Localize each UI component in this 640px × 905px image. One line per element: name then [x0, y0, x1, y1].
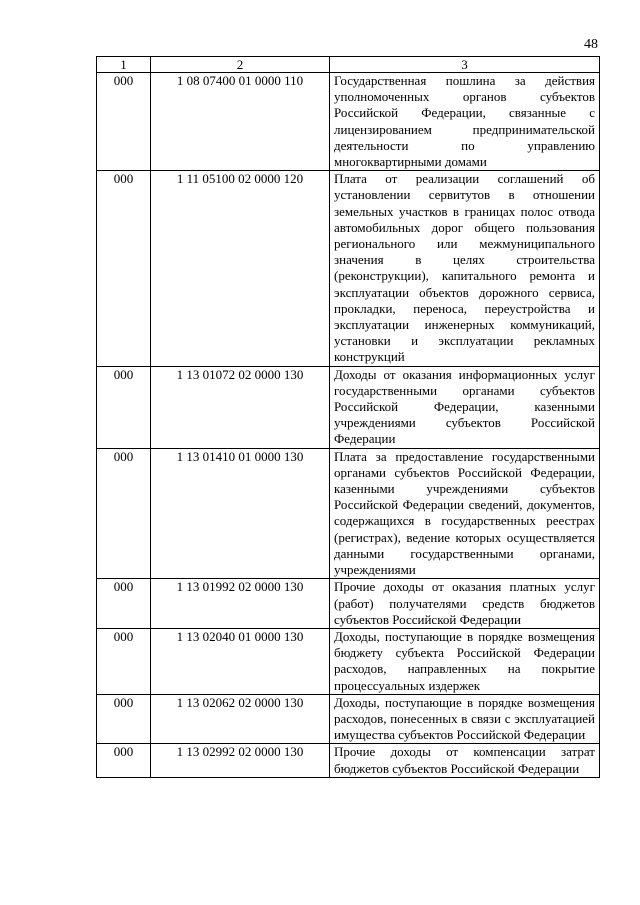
kbk-code-cell: 1 08 07400 01 0000 110 [151, 73, 330, 171]
table-row [97, 694, 600, 744]
description-cell: Прочие доходы от компенсации затрат бюджетов субъектов Российской Федерации [330, 744, 600, 777]
page-number: 48 [584, 37, 598, 52]
column-header-1: 1 [97, 57, 151, 73]
column-header-2: 2 [151, 57, 330, 73]
description-cell: Плата от реализации соглашений об установлении сервитутов в отношении земельных участков в границах полос отвода автомобильных дорог общего пользования регионального или межмуниципального значения в целях строительства (реконструкции), капитального ремонта и эксплуатации объектов дорожного сервиса, прокладки, переноса, переустройства и эксплуатации инженерных коммуникаций, установки и эксплуатации рекламных конструкций [330, 171, 600, 366]
admin-code-cell: 000 [97, 694, 151, 744]
description-cell: Прочие доходы от оказания платных услуг (работ) получателями средств бюджетов субъектов Российской Федерации [330, 579, 600, 629]
table-row [97, 628, 600, 694]
table-row [97, 448, 600, 579]
description-cell: Государственная пошлина за действия уполномоченных органов субъектов Российской Федерации, связанные с лицензированием предпринимательской деятельности по управлению многоквартирными домами [330, 73, 600, 171]
table-header-row [97, 57, 600, 73]
description-cell: Доходы, поступающие в порядке возмещения бюджету субъекта Российской Федерации расходов, направленных на покрытие процессуальных издержек [330, 628, 600, 694]
admin-code-cell: 000 [97, 171, 151, 366]
admin-code-cell: 000 [97, 448, 151, 579]
table-row [97, 579, 600, 629]
admin-code-cell: 000 [97, 628, 151, 694]
kbk-code-cell: 1 13 02040 01 0000 130 [151, 628, 330, 694]
revenue-codes-table [96, 56, 600, 778]
admin-code-cell: 000 [97, 744, 151, 777]
kbk-code-cell: 1 13 01072 02 0000 130 [151, 366, 330, 448]
admin-code-cell: 000 [97, 73, 151, 171]
description-cell: Доходы, поступающие в порядке возмещения расходов, понесенных в связи с эксплуатацией имущества субъектов Российской Федерации [330, 694, 600, 744]
column-header-3: 3 [330, 57, 600, 73]
kbk-code-cell: 1 13 01410 01 0000 130 [151, 448, 330, 579]
table-row [97, 73, 600, 171]
description-cell: Плата за предоставление государственными органами субъектов Российской Федерации, казенными учреждениями субъектов Российской Федерации сведений, документов, содержащихся в государственных реестрах (регистрах), ведение которых осуществляется данными государственными органами, учреждениями [330, 448, 600, 579]
table-row [97, 366, 600, 448]
kbk-code-cell: 1 13 02992 02 0000 130 [151, 744, 330, 777]
kbk-code-cell: 1 13 01992 02 0000 130 [151, 579, 330, 629]
kbk-code-cell: 1 13 02062 02 0000 130 [151, 694, 330, 744]
admin-code-cell: 000 [97, 366, 151, 448]
kbk-code-cell: 1 11 05100 02 0000 120 [151, 171, 330, 366]
table-row [97, 171, 600, 366]
table-row [97, 744, 600, 777]
description-cell: Доходы от оказания информационных услуг государственными органами субъектов Российской Федерации, казенными учреждениями субъектов Российской Федерации [330, 366, 600, 448]
admin-code-cell: 000 [97, 579, 151, 629]
